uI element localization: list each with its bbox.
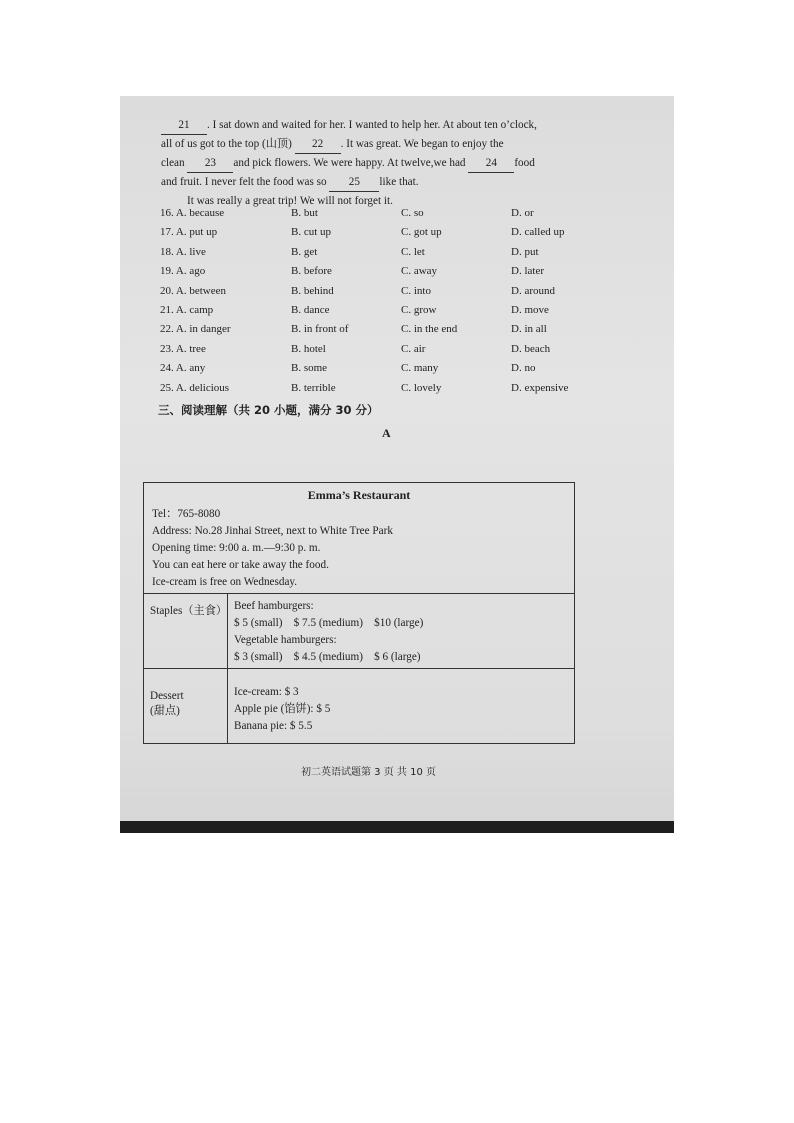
passage-line: all of us got to the top (山顶) 22 . It was great. We began to enjoy the xyxy=(161,135,581,154)
menu-line: $ 3 (small) $ 4.5 (medium) $ 6 (large) xyxy=(234,651,421,663)
blank-22: 22 xyxy=(295,135,341,154)
passage-line: It was really a great trip! We will not forget it. xyxy=(187,195,393,207)
option-row-22: 22. A. in danger B. in front of C. in the end D. in all xyxy=(160,323,547,336)
option-row-20: 20. A. between B. behind C. into D. around xyxy=(160,284,555,297)
dessert-row xyxy=(144,669,574,743)
menu-line: Beef hamburgers: xyxy=(234,600,314,612)
option-row-24: 24. A. any B. some C. many D. no xyxy=(160,362,536,375)
staples-menu xyxy=(228,594,423,668)
staples-row xyxy=(144,594,574,669)
menu-line: $ 5 (small) $ 7.5 (medium) $10 (large) xyxy=(234,617,424,629)
menu-line: Apple pie (馅饼): $ 5 xyxy=(234,703,331,715)
opening-time: Opening time: 9:00 a. m.—9:30 p. m. xyxy=(152,542,321,554)
cloze-passage xyxy=(161,116,581,210)
option-row-18: 18. A. live B. get C. let D. put xyxy=(160,245,539,258)
restaurant-name: Emma’s Restaurant xyxy=(307,488,411,502)
menu-line: Banana pie: $ 5.5 xyxy=(234,720,313,732)
passage-line: 21 . I sat down and waited for her. I wanted to help her. At about ten o’clock, xyxy=(161,116,581,135)
blank-23: 23 xyxy=(187,154,233,173)
restaurant-address: Address: No.28 Jinhai Street, next to White Tree Park xyxy=(152,525,393,537)
takeaway-note: You can eat here or take away the food. xyxy=(152,559,329,571)
staples-label: Staples（主食） xyxy=(144,594,228,668)
dessert-label: Dessert (甜点) xyxy=(144,669,228,743)
menu-line: Ice-cream: $ 3 xyxy=(234,686,299,698)
blank-21: 21 xyxy=(161,116,207,135)
option-row-17: 17. A. put up B. cut up C. got up D. called up xyxy=(160,226,565,239)
option-row-25: 25. A. delicious B. terrible C. lovely D. expensive xyxy=(160,381,569,394)
restaurant-card xyxy=(143,482,575,744)
passage-line: clean 23 and pick flowers. We were happy. At twelve,we had 24 food xyxy=(161,154,581,173)
options-list xyxy=(160,207,590,401)
blank-24: 24 xyxy=(468,154,514,173)
exam-page-photo xyxy=(120,96,674,833)
card-header xyxy=(144,483,574,594)
restaurant-tel: Tel：765-8080 xyxy=(152,508,221,520)
option-row-21: 21. A. camp B. dance C. grow D. move xyxy=(160,303,549,316)
section-letter: A xyxy=(382,426,391,440)
icecream-note: Ice-cream is free on Wednesday. xyxy=(152,576,298,588)
photo-edge xyxy=(120,821,674,833)
option-row-16: 16. A. because B. but C. so D. or xyxy=(160,207,534,219)
option-row-19: 19. A. ago B. before C. away D. later xyxy=(160,265,544,278)
option-row-23: 23. A. tree B. hotel C. air D. beach xyxy=(160,342,551,355)
dessert-menu xyxy=(228,669,330,743)
passage-line: and fruit. I never felt the food was so 25 like that. xyxy=(161,173,581,192)
menu-line: Vegetable hamburgers: xyxy=(234,634,337,646)
blank-25: 25 xyxy=(329,173,379,192)
page-footer: 初二英语试题第 3 页 共 10 页 xyxy=(301,767,436,778)
section-title: 三、阅读理解（共 20 小题，满分 30 分） xyxy=(158,403,379,417)
